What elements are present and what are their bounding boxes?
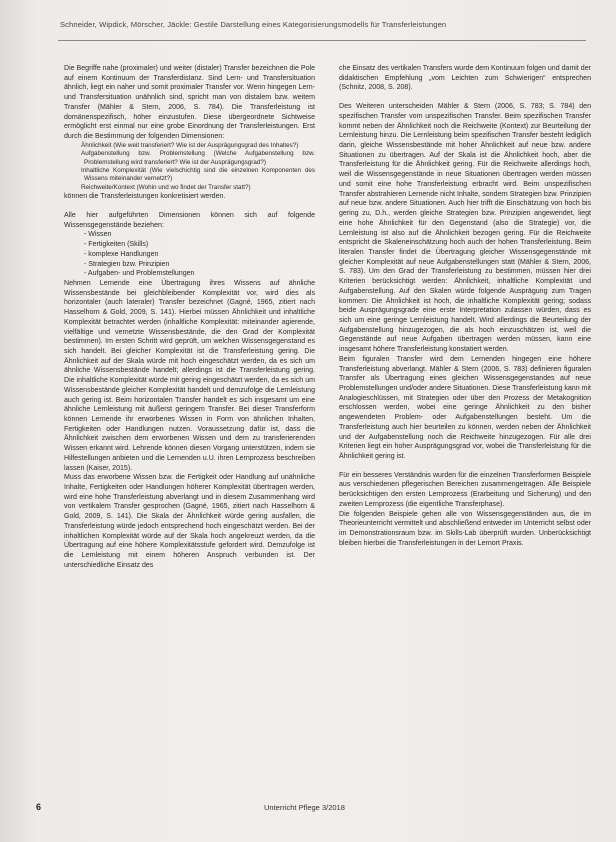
knowledge-item: - Strategien bzw. Prinzipien <box>84 260 170 268</box>
paragraph-proximal-distal: Die Begriffe nahe (proximaler) und weiter (distaler) Transfer bezeichnen die Pole auf einem Kontinuum der Transferdistanz. Sind Lern- und Transfersituation ähnlich, liegt ein naher und somit proximaler Transfer vor. Wenn hingegen Lern- und Transfersituation unähnlich sind, spricht man von distalem bzw. weitem Transfer (Mähler & Stern, 2006, S. 784). Die Transferleistung ist domänenspezifisch, höher einzustufen. Diese übergeordnete Sichtweise ermöglicht erst einmal nur eine grobe Einordnung der Transferleistungen. Erst durch die Bestimmung der folgenden Dimensionen: <box>64 65 315 141</box>
right-column <box>339 64 591 802</box>
left-column <box>64 64 315 802</box>
knowledge-item: - Aufgaben- und Problemstellungen <box>84 270 195 278</box>
header-divider <box>58 40 586 41</box>
knowledge-item: - komplexe Handlungen <box>84 250 159 258</box>
dimension-item: Reichweite/Kontext (Wohin und wo findet der Transfer statt?) <box>81 183 251 191</box>
paragraph-examples-scope: Die folgenden Beispiele gehen alle von Wissensgegenständen aus, die im Theorieunterricht vermittelt und abschließend entweder im Unterricht selbst oder im Demonstrationsraum bzw. im Skills-Lab überprüft wurden. Unberücksichtigt bleiben hierbei die Transferleistungen in der Lernort Praxis. <box>339 510 591 547</box>
knowledge-item: - Wissen <box>84 231 112 239</box>
paragraph-concretize: können die Transferleistungen konkretisiert werden. <box>64 193 226 201</box>
dimension-list <box>64 142 315 192</box>
dimension-item: Ähnlichkeit (Wie weit transferiert? Wie ist der Ausprägungsgrad des Inhaltes?) <box>81 141 299 149</box>
paragraph-specific-transfer: Des Weiteren unterscheiden Mähler & Stern (2006, S. 783; S. 784) den spezifischen Transfer vom unspezifischen Transfer. Beim spezifischen Transfer kommt neben der Ähnlichkeit noch die Reichweite (Kontext) zur Beurteilung der Lernleistung hinzu. Die Lernleistung beim spezifischen Transfer besteht lediglich darin, gleiche Wissensbestände mit hoher Ähnlichkeit auf neue bzw. andere Situationen zu übertragen. Auf der Skala ist die Ähnlichkeit hoch, aber die Transferleistung für die Ähnlichkeit gering. Für die Reichweite allerdings hoch, weil die Wissensgegenstände in neue Situationen übertragen werden müssen und somit eine hohe Transferleistung erbracht wird. Beim unspezifischen Transfer abstrahieren Lernende nicht Inhalte, sondern Strategien bzw. Prinzipien auf neue bzw. andere Situationen. Auch hier trifft die Einschätzung von hoch bis gering zu, D.h., werden gleiche Strategien bzw. Prinzipien angewendet, liegt eine hohe Ähnlichkeit für den Gegenstand (also die Strategie) vor, die Lernleistung ist also auf die Ähnlichkeit bezogen gering. Für die Reichweite entspricht die Skaleneinschätzung hoch auch der hohen Transferleistung. Beim literalen Transfer findet die Übertragung gleicher Wissensgegenstände mit gleicher Komplexität auf neue Aufgabenstellungen statt (Mähler & Stern, 2006, S. 783). Um den Grad der Transferleistung zu bestimmen, müssen hier drei Kriterien berücksichtigt werden: Ähnlichkeit, inhaltliche Komplexität und Aufgabenstellung. Auf den Skalen würde folgende Ausprägung zum Tragen kommen: Die Ähnlichkeit ist hoch, die inhaltliche Komplexität gering; sodass beide Ausprägungsgrade eine erste Interpretation zulassen würden, dass es sich um eine geringe Lernleistung handelt. Wird allerdings die Beurteilung der Aufgabenstellung hinzugezogen, die als hoch einzuschätzen ist, weil die Gegenstände auf neue Aufgaben übertragen werden müssen, kann eine insgesamt höhere Transferleistung konstatiert werden. <box>339 103 591 354</box>
dimension-item: Inhaltliche Komplexität (Wie vielschichtig sind die einzelnen Komponenten des Wissens miteinander vernetzt?) <box>81 166 315 183</box>
paragraph-knowledge-intro: Alle hier aufgeführten Dimensionen können sich auf folgende Wissensgegenstände beziehen: <box>64 211 315 229</box>
knowledge-list <box>64 230 315 279</box>
paragraph-vertical-continuation: che Einsatz des vertikalen Transfers wurde dem Kontinuum folgen und damit der didaktischen Empfehlung „vom Leichten zum Schwierigen“ entsprechen (Schnitz, 2008, S. 208). <box>339 65 591 92</box>
paragraph-horizontal-transfer: Nehmen Lernende eine Übertragung ihres Wissens auf ähnliche Wissensbestände bei gleichbleibender Komplexität vor, wird dies als horizontaler (auch lateraler) Transfer bezeichnet (Gagné, 1965, zitiert nach Hasselhorn & Gold, 2009, S. 141). Hierbei müssen Ähnlichkeit und inhaltliche Komplexität betrachtet werden (inhaltliche Komplexität: miteinander agierende, vielfältige und vernetzte Wissensbestände, die den Grad der Komplexität bestimmen). Im ersten Schritt wird geprüft, um welchen Wissensgegenstand es sich handelt. Bei gleicher Komplexität ist die Transferleistung gering. Die Ähnlichkeit auf der Skala würde mit hoch eingeschätzt werden, da es sich um ähnliche Wissensbestände handelt; allerdings ist die Transferleistung gering. Die inhaltliche Komplexität würde mit gering eingeschätzt werden, da es sich um Wissensbestände gleicher Komplexität handelt und demzufolge die Lernleistung auch gering ist. Beim horizontalen Transfer handelt es sich insgesamt um eine ähnliche Lernleistung mit äußerst geringem Transfer. Bei dieser Transferform können Lernende ihr erworbenes Wissen in Form von ähnlichen Inhalten, Fertigkeiten oder Handlungen nutzen. Voraussetzung dafür ist, dass die Ähnlichkeit zwischen dem erworbenen Wissen und dem zu transferierenden Wissen erkannt wird. Lehrende können diesen Vorgang unterstützen, indem sie Hilfestellungen anbieten und die Lernenden u.U. ihren Lernprozess beschreiben lassen (Kaiser, 2015). <box>64 279 315 472</box>
paragraph-examples-intro: Für ein besseres Verständnis wurden für die einzelnen Transferformen Beispiele aus verschiedenen pflegerischen Bereichen zusammengetragen. Alle Beispiele berücksichtigen den ersten Lernprozess (Erarbeitung und Sicherung) und den zweiten Lernprozess (die eigentliche Transferphase). <box>339 471 591 508</box>
page-number: 6 <box>36 802 42 812</box>
running-head: Schneider, Wipdick, Mörscher, Jäckle: Gestile Darstellung eines Kategorisierungsmodells für Transferleistungen <box>60 20 447 29</box>
paragraph-figural-transfer: Beim figuralen Transfer wird dem Lernenden hingegen eine höhere Transferleistung abverlangt. Mähler & Stern (2006, S. 783) definieren figuralen Transfer als Übertragung eines gleichen Wissensgegenstandes auf neue Problemstellungen und/oder andere Situationen. Diese Transferleistung kann mit Analogieschlüssen, mit Strategien oder über den Prozess der Metakognition erschlossen werden, wobei eine geringe Ähnlichkeit zu den bisher angewendeten Problem- oder Aufgabenstellungen besteht. Um die Transferleistung auch hier beurteilen zu können, werden neben der Ähnlichkeit und der Aufgabenstellung noch die Reichweite hinzugezogen. Für alle drei Kriterien liegt ein hoher Ausprägungsgrad vor, wobei die Transferleistung für die Ähnlichkeit gering ist. <box>339 355 591 461</box>
journal-footer: Unterricht Pflege 3/2018 <box>264 803 345 812</box>
dimension-item: Aufgabenstellung bzw. Problemstellung (Welche Aufgabenstellung bzw. Problemstellung wird transferiert? Wie ist der Ausprägungsgrad?) <box>81 150 315 166</box>
paragraph-vertical-transfer: Muss das erworbene Wissen bzw. die Fertigkeit oder Handlung auf unähnliche Inhalte, Fertigkeiten oder Handlungen höherer Komplexität übertragen werden, wird eine hohe Transferleistung abverlangt und in diesem Zusammenhang wird von vertikalem Transfer gesprochen (Gagné, 1965, zitiert nach Hasselhorn & Gold, 2009, S. 141). Die Skala der Ähnlichkeit würde gering ausfallen, die Transferleistung würde jedoch entsprechend hoch eingeschätzt werden. Bei der inhaltlichen Komplexität würde auf der Skala hoch angekreuzt werden, da die Übertragung auf eine höhere Komplexitätsstufe gefordert wird. Demzufolge ist die Lernleistung mit einem höheren Anspruch verbunden ist. Der unterschiedliche Einsatz des <box>64 474 315 569</box>
knowledge-item: - Fertigkeiten (Skills) <box>84 241 149 249</box>
